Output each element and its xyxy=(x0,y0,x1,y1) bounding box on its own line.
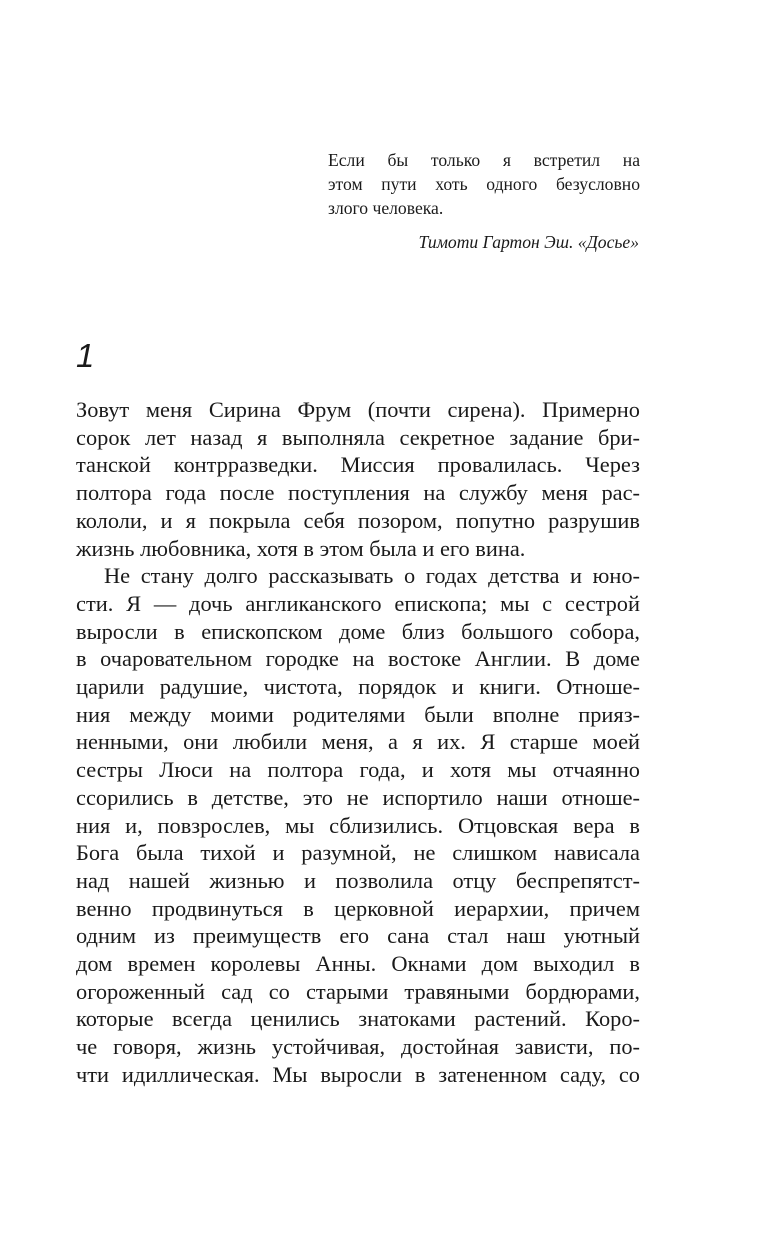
text-line: в очаровательном городке на востоке Англии. В доме xyxy=(76,646,640,672)
epigraph xyxy=(328,148,640,220)
text-line: сорок лет назад я выполняла секретное задание бри- xyxy=(76,424,640,450)
text-line: Не стану долго рассказывать о годах детства и юно- xyxy=(104,563,640,589)
text-line: выросли в епископском доме близ большого собора, xyxy=(76,618,640,644)
text-line: ненными, они любили меня, а я их. Я старше моей xyxy=(76,729,640,755)
text-line: над нашей жизнью и позволила отцу беспрепятст- xyxy=(76,867,640,893)
text-line: сестры Люси на полтора года, и хотя мы отчаянно xyxy=(76,757,640,783)
text-line: которые всегда ценились знатоками растений. Коро- xyxy=(76,1006,640,1032)
text-line: кололи, и я покрыла себя позором, попутно разрушив xyxy=(76,507,640,533)
text-line: ссорились в детстве, это не испортило наши отноше- xyxy=(76,784,640,810)
text-line: Бога была тихой и разумной, не слишком нависала xyxy=(76,840,640,866)
text-line: Зовут меня Сирина Фрум (почти сирена). Примерно xyxy=(76,397,640,422)
text-line: сти. Я — дочь англиканского епископа; мы с сестрой xyxy=(76,590,640,616)
text-line: жизнь любовника, хотя в этом была и его вина. xyxy=(76,535,526,561)
text-line: царили радушие, чистота, порядок и книги. Отноше- xyxy=(76,674,640,700)
text-line: ния и, повзрослев, мы сблизились. Отцовская вера в xyxy=(76,812,640,838)
text-line: ния между моими родителями были вполне прияз- xyxy=(76,701,640,727)
text-line: одним из преимуществ его сана стал наш уютный xyxy=(76,923,640,949)
chapter-number: 1 xyxy=(76,337,95,374)
epigraph-line: злого человека. xyxy=(328,198,444,218)
text-line: танской контрразведки. Миссия провалилась. Через xyxy=(76,452,640,478)
epigraph-line: этом пути хоть одного безусловно xyxy=(328,174,640,194)
text-line: че говоря, жизнь устойчивая, достойная зависти, по- xyxy=(76,1034,640,1060)
text-line: огороженный сад со старыми травяными бордюрами, xyxy=(76,978,640,1004)
epigraph-attribution: Тимоти Гартон Эш. «Досье» xyxy=(418,232,639,252)
body-text xyxy=(76,396,640,1089)
text-line: полтора года после поступления на службу меня рас- xyxy=(76,480,640,506)
text-line: дом времен королевы Анны. Окнами дом выходил в xyxy=(76,951,640,977)
text-line: венно продвинуться в церковной иерархии, причем xyxy=(76,895,640,921)
text-line: чти идиллическая. Мы выросли в затененном саду, со xyxy=(76,1061,640,1087)
epigraph-line: Если бы только я встретил на xyxy=(328,150,640,170)
